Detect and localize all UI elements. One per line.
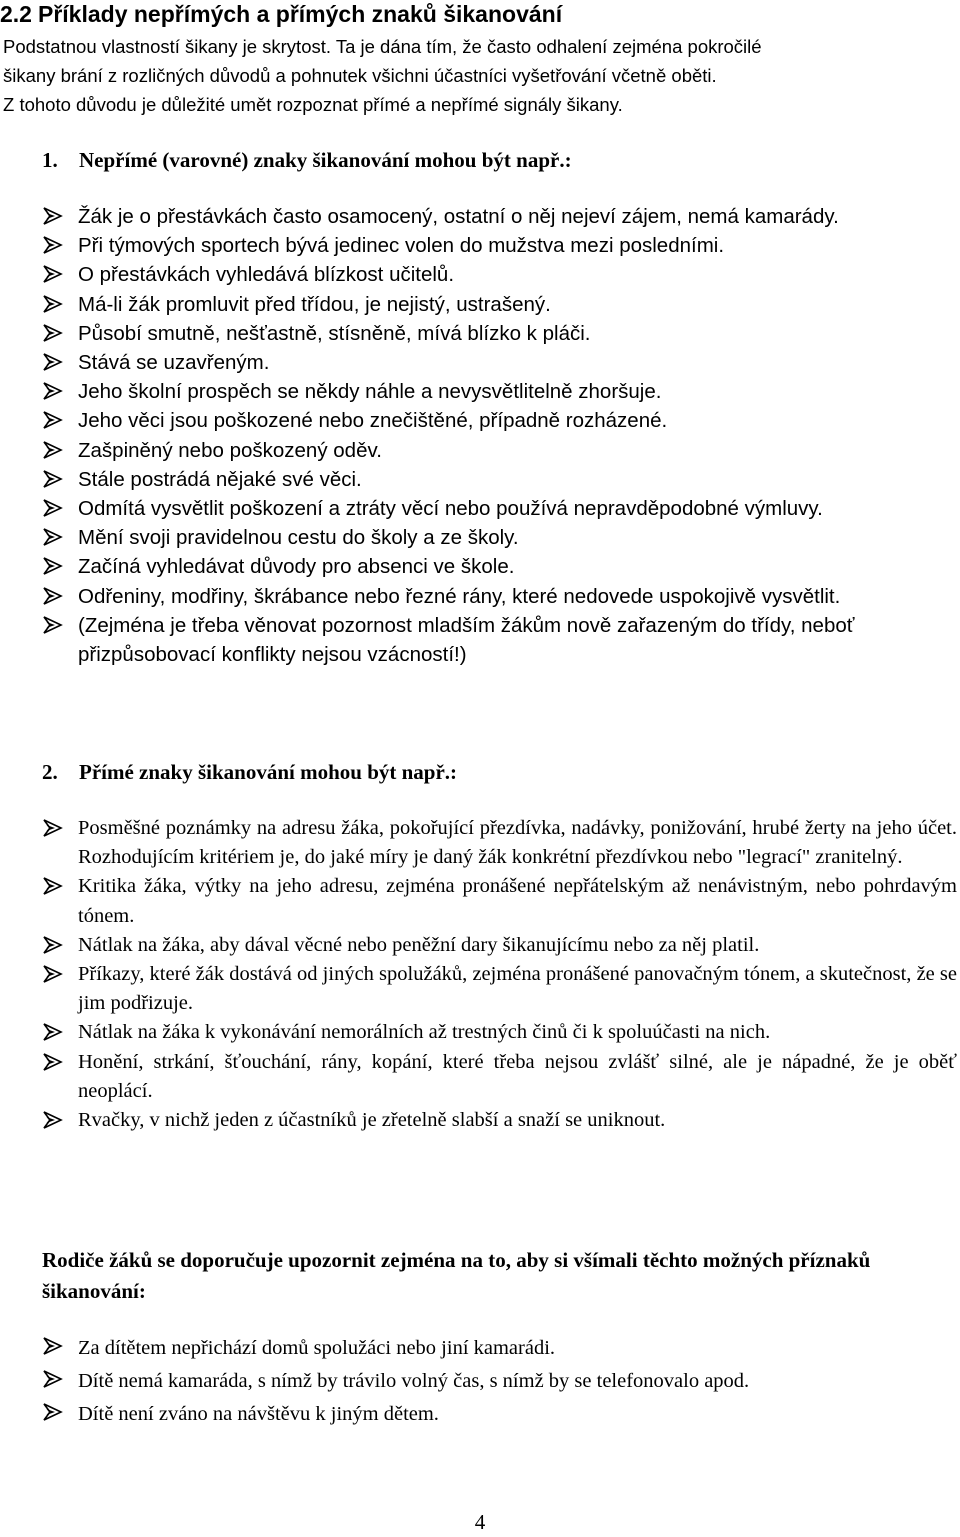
indirect-signs-list	[42, 202, 957, 669]
arrowhead-bullet-icon	[42, 1334, 64, 1358]
list-item-text: Nátlak na žáka k vykonávání nemorálních až trestných činů či k spoluúčasti na nich.	[78, 1021, 771, 1044]
list-item-text: Posměšné poznámky na adresu žáka, pokořující přezdívka, nadávky, ponižování, hrubé žerty na jeho účet. Rozhodujícím kritériem je, do jaké míry je daný žák konkrétní přezdívkou nebo "legrací" zranitelný.	[78, 817, 957, 869]
list-item-text: Kritika žáka, výtky na jeho adresu, zejména pronášené nepřátelským až nenávistným, nebo pohrdavým tónem.	[78, 875, 957, 927]
arrowhead-bullet-icon	[42, 874, 64, 898]
arrowhead-bullet-icon	[42, 408, 64, 432]
list-item-text: Rvačky, v nichž jeden z účastníků je zřetelně slabší a snaží se uniknout.	[78, 1109, 666, 1132]
list-item	[42, 202, 957, 231]
list-item-text: Stále postrádá nějaké své věci.	[78, 467, 362, 491]
list-item-text: Odmítá vysvětlit poškození a ztráty věcí nebo používá nepravděpodobné výmluvy.	[78, 497, 823, 521]
list-item-text: Zašpiněný nebo poškozený oděv.	[78, 438, 382, 462]
indirect-signs-heading: Nepřímé (varovné) znaky šikanování mohou být např.:	[79, 148, 572, 172]
list-item	[42, 494, 957, 523]
arrowhead-bullet-icon	[42, 1108, 64, 1132]
arrowhead-bullet-icon	[42, 292, 64, 316]
arrowhead-bullet-icon	[42, 1400, 64, 1424]
list-item-text: Za dítětem nepřichází domů spolužáci nebo jiní kamarádi.	[78, 1337, 556, 1359]
list-item	[42, 931, 957, 960]
arrowhead-bullet-icon	[42, 1020, 64, 1044]
list-item	[42, 406, 957, 435]
intro-line: šikany brání z rozličných důvodů a pohnutek všichni účastníci vyšetřování včetně oběti.	[3, 65, 717, 86]
list-item	[42, 290, 957, 319]
list-item-text: Jeho školní prospěch se někdy náhle a nevysvětlitelně zhoršuje.	[78, 380, 662, 404]
parents-signs-list	[42, 1332, 957, 1431]
list-item-text: Při týmových sportech bývá jedinec volen do mužstva mezi posledními.	[78, 234, 725, 258]
arrowhead-bullet-icon	[42, 467, 64, 491]
heading-title: Příklady nepřímých a přímých znaků šikanování	[38, 1, 563, 27]
arrowhead-bullet-icon	[42, 584, 64, 608]
arrowhead-bullet-icon	[42, 233, 64, 257]
list-item	[42, 1048, 957, 1106]
intro-paragraph	[3, 32, 953, 119]
list-item	[42, 523, 957, 552]
arrowhead-bullet-icon	[42, 1050, 64, 1074]
list-item	[42, 377, 957, 406]
arrowhead-bullet-icon	[42, 350, 64, 374]
list-item	[42, 1332, 957, 1365]
arrowhead-bullet-icon	[42, 321, 64, 345]
list-item	[42, 231, 957, 260]
arrowhead-bullet-icon	[42, 962, 64, 986]
list-item	[42, 552, 957, 581]
arrowhead-bullet-icon	[42, 525, 64, 549]
list-item-text: Příkazy, které žák dostává od jiných spolužáků, zejména pronášené panovačným tónem, a skutečnost, že se jim podřizuje.	[78, 963, 957, 1015]
page-number: 4	[474, 1510, 486, 1534]
direct-signs-number: 2.	[42, 760, 58, 784]
arrowhead-bullet-icon	[42, 496, 64, 520]
list-item	[42, 1106, 957, 1135]
list-item	[42, 582, 957, 611]
list-item	[42, 436, 957, 465]
arrowhead-bullet-icon	[42, 1367, 64, 1391]
arrowhead-bullet-icon	[42, 438, 64, 462]
list-item	[42, 872, 957, 930]
list-item-text: Dítě nemá kamaráda, s nímž by trávilo volný čas, s nímž by se telefonovalo apod.	[78, 1370, 750, 1392]
parents-note: Rodiče žáků se doporučuje upozornit zejména na to, aby si všímali těchto možných příznaků šikanování:	[42, 1248, 871, 1303]
list-item-text: Působí smutně, nešťastně, stísněně, mívá blízko k pláči.	[78, 321, 591, 345]
direct-signs-heading: Přímé znaky šikanování mohou být např.:	[79, 760, 458, 784]
list-item-text: Začíná vyhledávat důvody pro absenci ve škole.	[78, 555, 515, 579]
list-item-text: O přestávkách vyhledává blízkost učitelů.	[78, 263, 455, 287]
arrowhead-bullet-icon	[42, 933, 64, 957]
list-item-text: Nátlak na žáka, aby dával věcné nebo peněžní dary šikanujícímu nebo za něj platil.	[78, 933, 760, 956]
list-item-text: Žák je o přestávkách často osamocený, ostatní o něj nejeví zájem, nemá kamarády.	[78, 205, 839, 228]
arrowhead-bullet-icon	[42, 554, 64, 578]
list-item	[42, 611, 957, 669]
arrowhead-bullet-icon	[42, 262, 64, 286]
list-item	[42, 260, 957, 289]
indirect-signs-title	[42, 146, 572, 174]
list-item	[42, 465, 957, 494]
arrowhead-bullet-icon	[42, 816, 64, 840]
arrowhead-bullet-icon	[42, 613, 64, 637]
list-item-text: Honění, strkání, šťouchání, rány, kopání, které třeba nejsou zvlášť silné, ale je nápadné, že je oběť neoplácí.	[78, 1050, 957, 1102]
intro-line: Z tohoto důvodu je důležité umět rozpoznat přímé a nepřímé signály šikany.	[3, 94, 623, 115]
list-item-text: Má-li žák promluvit před třídou, je nejistý, ustrašený.	[78, 292, 551, 316]
list-item-text: Jeho věci jsou poškozené nebo znečištěné, případně rozházené.	[78, 409, 668, 433]
arrowhead-bullet-icon	[42, 379, 64, 403]
heading-number: 2.2	[0, 1, 32, 27]
list-item	[42, 348, 957, 377]
indirect-signs-number: 1.	[42, 148, 58, 172]
list-item	[42, 1018, 957, 1047]
direct-signs-list	[42, 814, 957, 1135]
list-item-text: Stává se uzavřeným.	[78, 351, 270, 375]
list-item	[42, 1365, 957, 1398]
direct-signs-title	[42, 758, 457, 786]
list-item-text: Odřeniny, modřiny, škrábance nebo řezné rány, které nedovede uspokojivě vysvětlit.	[78, 584, 841, 608]
list-item-text: Dítě není zváno na návštěvu k jiným dětem.	[78, 1403, 439, 1425]
section-heading	[0, 0, 562, 28]
list-item	[42, 960, 957, 1018]
list-item	[42, 319, 957, 348]
list-item	[42, 1398, 957, 1431]
arrowhead-bullet-icon	[42, 204, 64, 228]
list-item	[42, 814, 957, 872]
list-item-text: Mění svoji pravidelnou cestu do školy a ze školy.	[78, 526, 519, 550]
list-item-text: (Zejména je třeba věnovat pozornost mladším žákům nově zařazeným do třídy, neboť přizpůsobovací konflikty nejsou vzácností!)	[78, 613, 855, 667]
intro-line: Podstatnou vlastností šikany je skrytost. Ta je dána tím, že často odhalení zejména pokročilé	[3, 36, 762, 57]
